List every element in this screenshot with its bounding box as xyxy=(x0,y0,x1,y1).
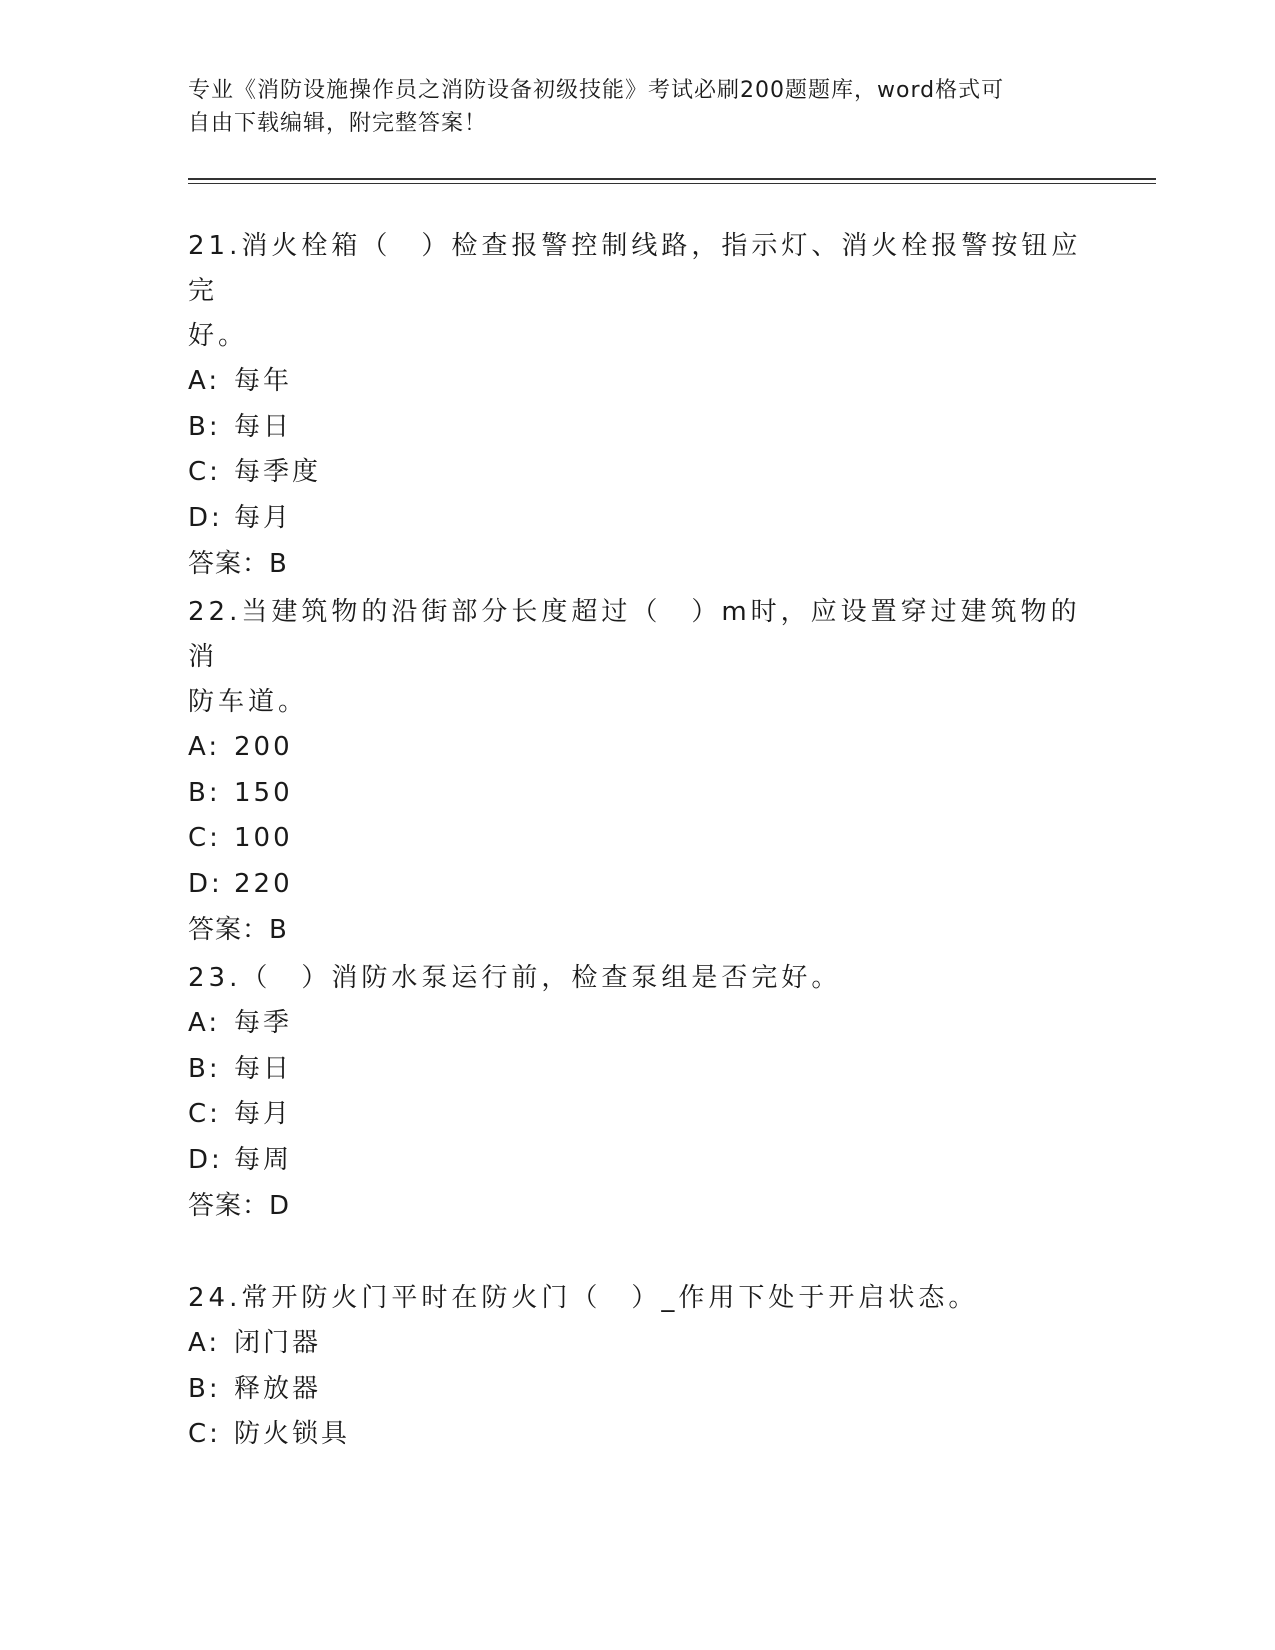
option-text: 每季度 xyxy=(234,457,322,487)
option-label: D: xyxy=(188,868,223,899)
answer: 答案：B xyxy=(188,915,288,945)
option-text: 150 xyxy=(234,777,293,808)
option-d xyxy=(188,496,1088,542)
option-text: 释放器 xyxy=(234,1373,322,1404)
option-text: 100 xyxy=(234,823,293,853)
option-label: C: xyxy=(188,1099,221,1129)
question-stem: 22.当建筑物的沿街部分长度超过（ ）m时，应设置穿过建筑物的消 xyxy=(188,597,1081,672)
option-text: 闭门器 xyxy=(234,1328,322,1358)
option-a xyxy=(188,359,1088,405)
option-text: 每日 xyxy=(234,411,293,442)
question-stem-continued: 好。 xyxy=(188,321,249,351)
option-label: C: xyxy=(188,823,221,853)
option-d xyxy=(188,862,1088,908)
option-text: 防火锁具 xyxy=(234,1419,351,1449)
header-line-2: 自由下载编辑，附完整答案！ xyxy=(188,111,488,136)
option-text: 每周 xyxy=(234,1144,293,1175)
question-stem: 23.（ ）消防水泵运行前，检查泵组是否完好。 xyxy=(188,963,842,993)
header-divider xyxy=(188,178,1156,184)
header-line-1: 专业《消防设施操作员之消防设备初级技能》考试必刷200题题库，word格式可 xyxy=(188,78,1005,103)
option-label: B: xyxy=(188,411,221,442)
option-label: D: xyxy=(188,1144,223,1175)
option-c xyxy=(188,1412,1088,1458)
option-label: A: xyxy=(188,1328,221,1358)
option-a xyxy=(188,1001,1088,1047)
option-label: B: xyxy=(188,1373,221,1404)
option-text: 200 xyxy=(234,732,293,762)
question-24 xyxy=(188,1276,1088,1458)
option-label: C: xyxy=(188,457,221,487)
option-text: 每月 xyxy=(234,502,293,533)
question-21 xyxy=(188,224,1088,587)
question-stem-continued: 防车道。 xyxy=(188,687,309,717)
question-stem: 24.常开防火门平时在防火门（ ）_作用下处于开启状态。 xyxy=(188,1283,979,1313)
option-text: 每年 xyxy=(234,366,293,396)
document-header xyxy=(188,74,1088,140)
option-b xyxy=(188,1367,1088,1413)
option-b xyxy=(188,771,1088,817)
option-label: B: xyxy=(188,777,221,808)
option-c xyxy=(188,1092,1088,1138)
option-c xyxy=(188,816,1088,862)
option-b xyxy=(188,405,1088,451)
option-c xyxy=(188,450,1088,496)
option-b xyxy=(188,1047,1088,1093)
option-label: A: xyxy=(188,1008,221,1038)
option-label: D: xyxy=(188,502,223,533)
option-a xyxy=(188,725,1088,771)
answer: 答案：B xyxy=(188,549,288,579)
option-text: 每日 xyxy=(234,1053,293,1084)
option-label: C: xyxy=(188,1419,221,1449)
option-d xyxy=(188,1138,1088,1184)
option-text: 220 xyxy=(234,868,293,899)
option-label: A: xyxy=(188,366,221,396)
option-label: A: xyxy=(188,732,221,762)
option-text: 每季 xyxy=(234,1008,293,1038)
answer: 答案：D xyxy=(188,1191,291,1221)
question-22 xyxy=(188,590,1088,953)
option-label: B: xyxy=(188,1053,221,1084)
option-a xyxy=(188,1321,1088,1367)
option-text: 每月 xyxy=(234,1099,293,1129)
question-23 xyxy=(188,956,1088,1229)
question-stem: 21.消火栓箱（ ）检查报警控制线路，指示灯、消火栓报警按钮应完 xyxy=(188,231,1082,306)
